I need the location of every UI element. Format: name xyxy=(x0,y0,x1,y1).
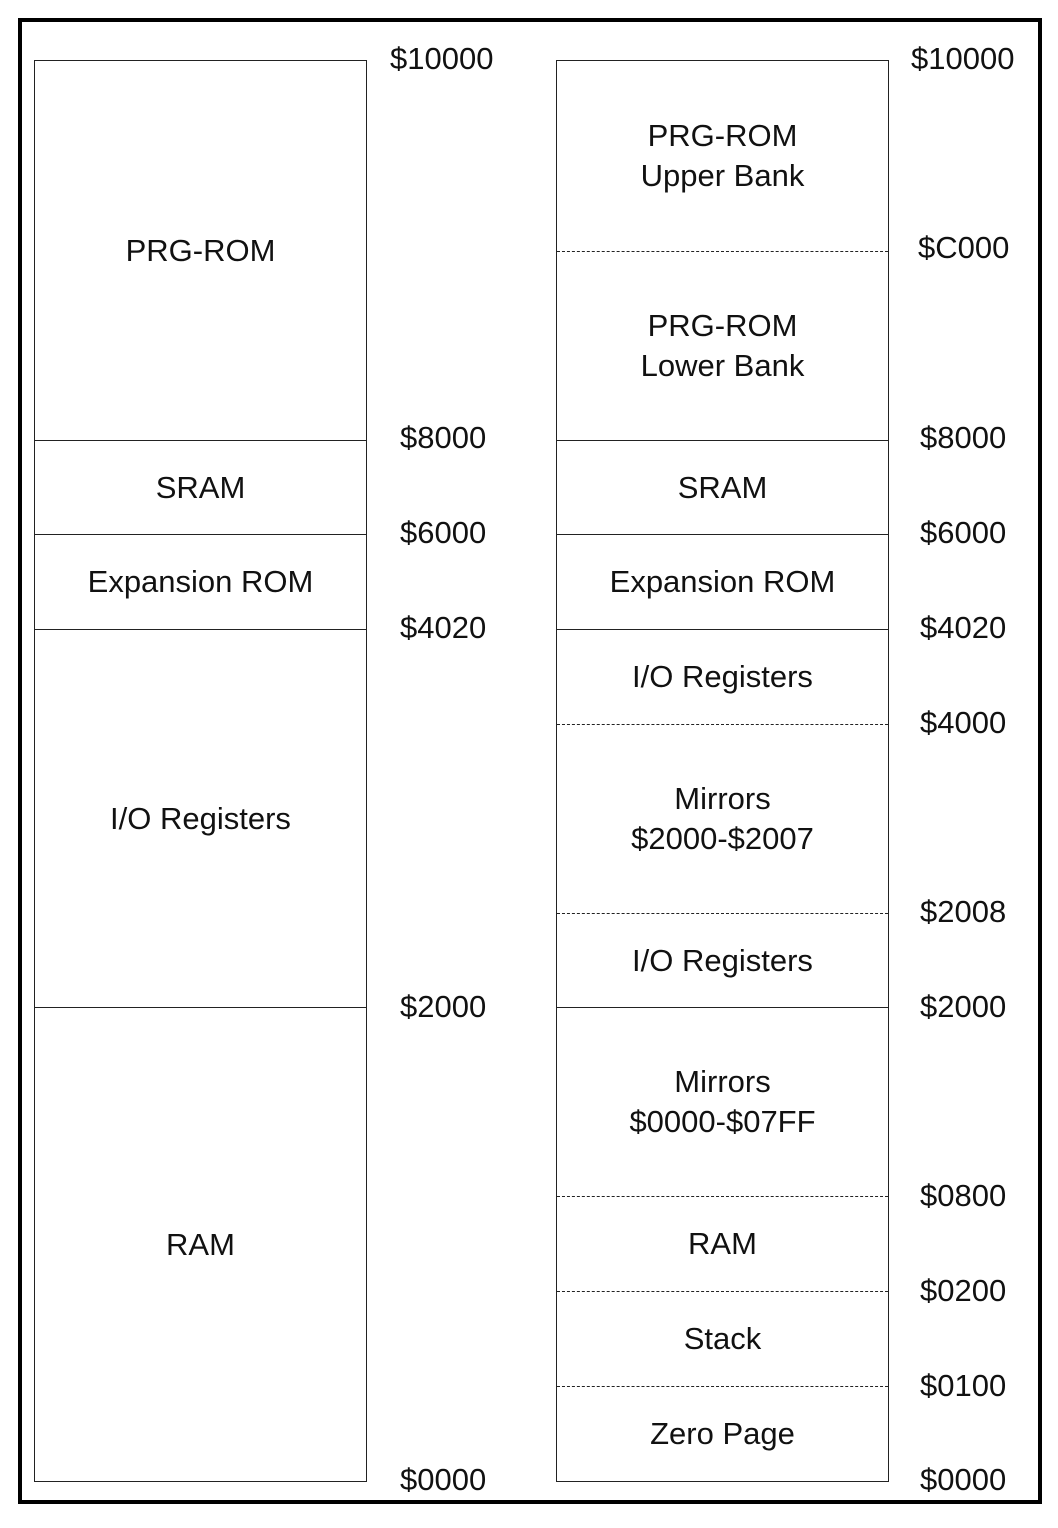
segment-prg-rom-upper-bank xyxy=(557,61,888,252)
address-label: $0200 xyxy=(920,1273,1007,1308)
address-label: $0800 xyxy=(920,1178,1007,1213)
segment-label: RAM xyxy=(166,1226,235,1262)
segment-label-line: $2000-$2007 xyxy=(631,821,814,856)
segment-label: SRAM xyxy=(677,469,768,505)
segment-ram xyxy=(35,1008,366,1481)
segment-label-line: Mirrors xyxy=(674,781,771,816)
segment-ram xyxy=(557,1197,888,1292)
segment-label: Expansion ROM xyxy=(87,564,314,599)
segment-io-registers-lower xyxy=(557,914,888,1008)
address-label: $0100 xyxy=(920,1368,1007,1403)
address-label: $10000 xyxy=(390,41,494,76)
segment-label: I/O Registers xyxy=(632,659,813,694)
address-label: $2008 xyxy=(920,894,1007,929)
address-label: $4020 xyxy=(920,610,1007,645)
segment-label: RAM xyxy=(688,1226,757,1261)
segment-expansion-rom xyxy=(557,535,888,630)
address-label: $0000 xyxy=(920,1462,1007,1497)
segment-stack xyxy=(557,1292,888,1387)
address-label: $4000 xyxy=(920,705,1007,740)
segment-mirrors-2000-2007 xyxy=(557,725,888,914)
left-memory-map xyxy=(34,60,367,1482)
segment-prg-rom xyxy=(35,61,366,441)
segment-zero-page xyxy=(557,1387,888,1481)
address-label: $2000 xyxy=(920,989,1007,1024)
address-label: $10000 xyxy=(911,41,1015,76)
segment-label: SRAM xyxy=(155,469,246,505)
segment-label-line: Upper Bank xyxy=(640,158,805,193)
segment-io-registers-upper xyxy=(557,630,888,725)
segment-label-line: Mirrors xyxy=(674,1064,771,1099)
address-label: $4020 xyxy=(400,610,487,645)
segment-label: Expansion ROM xyxy=(609,564,836,599)
segment-sram xyxy=(557,441,888,535)
address-label: $8000 xyxy=(920,420,1007,455)
segment-sram xyxy=(35,441,366,535)
segment-label: Stack xyxy=(683,1321,762,1356)
address-label: $2000 xyxy=(400,989,487,1024)
segment-label-line: PRG-ROM xyxy=(647,308,798,343)
right-memory-map xyxy=(556,60,889,1482)
segment-expansion-rom xyxy=(35,535,366,630)
segment-label: PRG-ROM xyxy=(125,232,276,268)
segment-label-line: $0000-$07FF xyxy=(629,1104,816,1139)
segment-label-line: Lower Bank xyxy=(640,348,805,383)
segment-label: I/O Registers xyxy=(110,800,291,836)
segment-mirrors-0000-07ff xyxy=(557,1008,888,1197)
segment-io-registers xyxy=(35,630,366,1008)
segment-prg-rom-lower-bank xyxy=(557,252,888,441)
address-label: $C000 xyxy=(918,230,1010,265)
segment-label-line: PRG-ROM xyxy=(647,118,798,153)
address-label: $8000 xyxy=(400,420,487,455)
address-label: $6000 xyxy=(400,515,487,550)
segment-label: Zero Page xyxy=(650,1416,795,1451)
address-label: $0000 xyxy=(400,1462,487,1497)
segment-label: I/O Registers xyxy=(632,942,813,978)
address-label: $6000 xyxy=(920,515,1007,550)
